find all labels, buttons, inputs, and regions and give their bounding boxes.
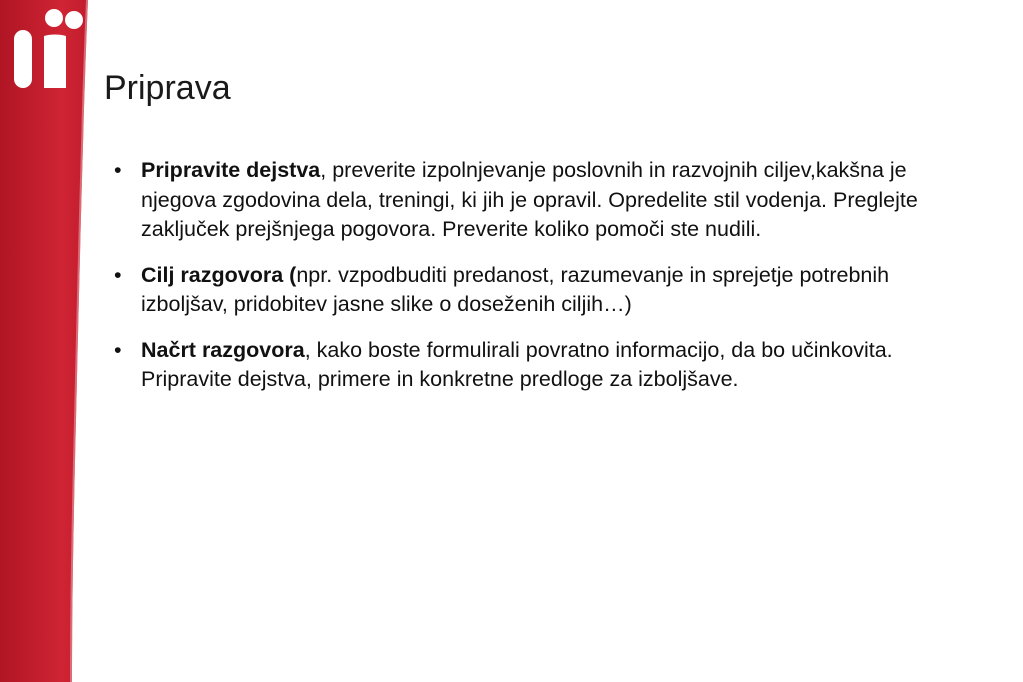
red-side-band — [0, 0, 100, 682]
bullet-lead: Načrt razgovora — [141, 337, 305, 362]
bullet-marker: • — [114, 337, 122, 362]
bullet-item-priprava-dejstev — [114, 156, 964, 245]
bullet-item-cilj-razgovora — [114, 261, 964, 320]
bullet-list — [114, 156, 964, 411]
bullet-lead: Cilj razgovora ( — [141, 262, 297, 287]
bullet-marker: • — [114, 262, 122, 287]
bullet-text: , preverite izpolnjevanje poslovnih in razvojnih ciljev,kakšna je njegova zgodovina dela, treningi, ki jih je opravil. Opredelite stil vodenja. Preglejte zaključek prejšnjega pogovora. Preverite koliko pomoči ste nudili. — [141, 158, 918, 241]
ii-logo-icon — [8, 6, 88, 88]
bullet-lead: Pripravite dejstva — [141, 158, 321, 182]
bullet-text: , kako boste formulirali povratno informacijo, da bo učinkovita. Pripravite dejstva, primere in konkretne predloge za izboljšave. — [141, 337, 893, 391]
bullet-marker: • — [114, 158, 122, 182]
bullet-item-nacrt-razgovora — [114, 336, 964, 395]
slide-title: Priprava — [104, 69, 231, 107]
bullet-text: npr. vzpodbuditi predanost, razumevanje in sprejetje potrebnih izboljšav, pridobitev jasne slike o doseženih ciljih…) — [141, 262, 890, 316]
